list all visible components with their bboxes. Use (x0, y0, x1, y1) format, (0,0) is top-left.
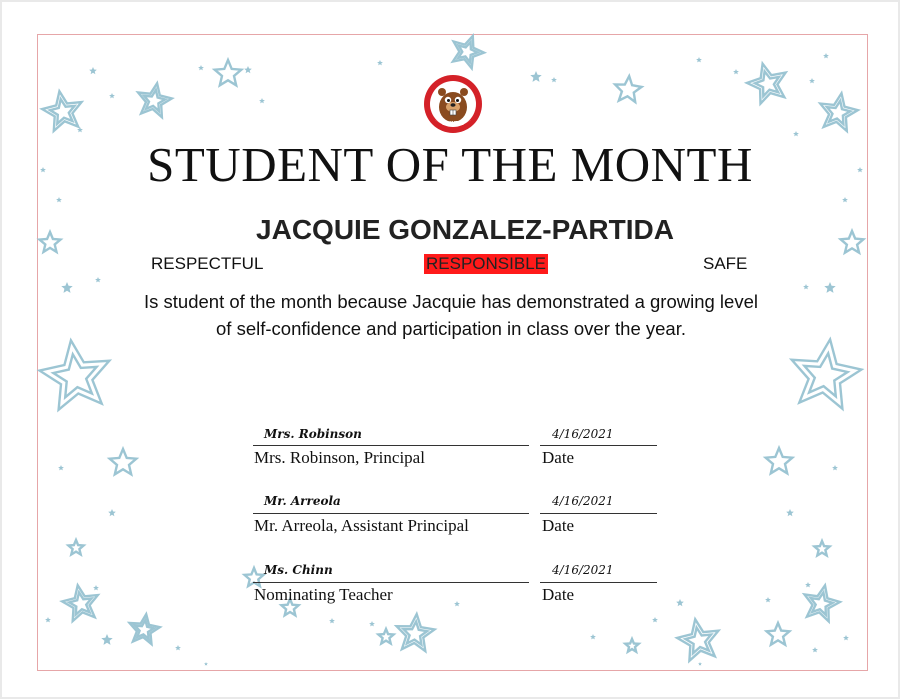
star-icon (95, 277, 101, 282)
trait-safe: SAFE (703, 254, 748, 273)
star-icon (677, 619, 718, 661)
star-icon (89, 67, 97, 74)
star-icon (397, 614, 435, 651)
star-icon (58, 465, 64, 470)
student-name: JACQUIE GONZALEZ-PARTIDA (256, 214, 674, 245)
star-icon (329, 618, 335, 623)
signature-nominating-teacher: Ms. Chinn (264, 563, 333, 577)
star-icon (93, 585, 99, 590)
star-icon (108, 509, 116, 516)
star-icon (244, 66, 252, 73)
star-icon (62, 585, 98, 621)
logo-text: LOWTIE (442, 121, 464, 127)
date-label: Date (542, 448, 575, 467)
award-reason: Is student of the month because Jacquie has demonstrated a growing level of self-confidence and participation in class over the year. (144, 291, 758, 339)
signature-principal: Mrs. Robinson (264, 427, 362, 441)
signature-date-principal: 4/16/2021 (552, 427, 614, 441)
star-icon (792, 339, 862, 408)
star-icon (824, 282, 835, 293)
star-icon (138, 83, 172, 117)
star-icon (812, 647, 818, 652)
date-line (540, 582, 657, 583)
signature-line (253, 445, 529, 446)
star-icon (809, 78, 815, 83)
star-icon (198, 65, 204, 70)
star-icon (803, 284, 809, 289)
star-icon (805, 585, 840, 621)
star-icon (109, 93, 115, 98)
star-icon (786, 509, 794, 516)
star-icon (733, 69, 739, 74)
star-icon (42, 91, 81, 131)
star-icon (814, 541, 829, 556)
caption-assistant-principal: Mr. Arreola, Assistant Principal (254, 516, 469, 535)
star-icon (676, 599, 684, 606)
star-icon (551, 77, 557, 82)
star-icon (204, 662, 208, 666)
star-icon (68, 540, 83, 555)
trait-respectful: RESPECTFUL (151, 254, 264, 273)
signature-date-nominating-teacher: 4/16/2021 (552, 563, 614, 577)
star-icon (832, 465, 838, 470)
star-icon (369, 621, 375, 626)
signature-date-assistant-principal: 4/16/2021 (552, 494, 614, 508)
star-icon (843, 635, 849, 640)
caption-principal: Mrs. Robinson, Principal (254, 448, 425, 467)
star-icon (696, 57, 702, 62)
star-icon (56, 197, 62, 202)
star-icon (747, 64, 786, 104)
date-label: Date (542, 585, 575, 604)
star-icon (454, 601, 460, 606)
star-icon (130, 614, 160, 644)
signature-assistant-principal: Mr. Arreola (264, 494, 341, 508)
star-icon (767, 623, 790, 645)
star-icon (652, 617, 658, 622)
star-icon (377, 60, 383, 65)
star-icon (378, 629, 393, 644)
signature-line (253, 513, 529, 514)
star-icon (590, 634, 596, 639)
caption-nominating-teacher: Nominating Teacher (254, 585, 393, 604)
date-line (540, 445, 657, 446)
star-icon (698, 662, 702, 666)
star-icon (101, 634, 112, 645)
star-icon (245, 568, 264, 586)
certificate-title: STUDENT OF THE MONTH (147, 137, 753, 192)
date-label: Date (542, 516, 575, 535)
beaver-mascot-logo-icon (423, 74, 483, 134)
star-icon (823, 53, 829, 58)
star-icon (215, 60, 242, 85)
star-icon (820, 93, 858, 131)
star-icon (110, 449, 137, 474)
star-icon (175, 645, 181, 650)
star-icon (45, 617, 51, 622)
star-icon (259, 98, 265, 103)
star-icon (530, 71, 541, 82)
star-icon (615, 76, 642, 102)
star-icon (766, 448, 793, 473)
trait-responsible-highlighted: RESPONSIBLE (426, 254, 546, 273)
star-icon (61, 282, 72, 293)
star-icon (765, 597, 771, 602)
star-icon (40, 340, 110, 409)
date-line (540, 513, 657, 514)
signature-line (253, 582, 529, 583)
star-icon (805, 582, 811, 587)
star-icon (842, 197, 848, 202)
star-icon (625, 639, 638, 652)
